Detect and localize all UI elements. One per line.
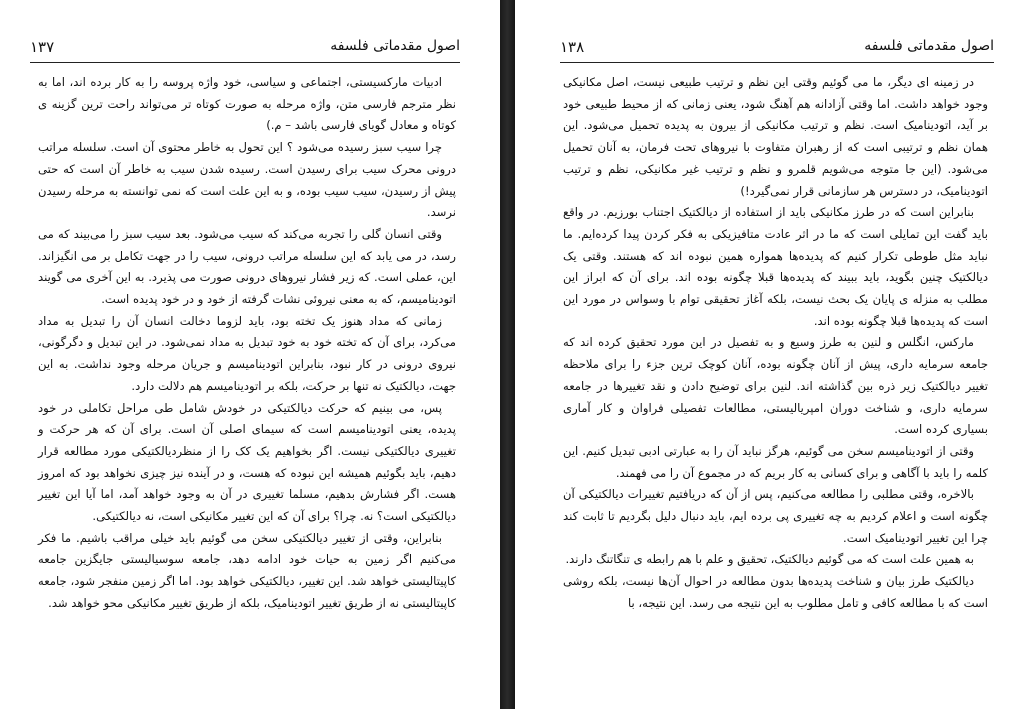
- paragraph: بالاخره، وقتی مطلبی را مطالعه می‌کنیم، پس از آن که دریافتیم تغییرات دیالکتیکی آن چگونه است و اعلام کردیم به چه تغییری پی برده ایم، باید دنبال دلیل بگردیم تا ثابت کند چرا این تغییر اتودینامیک است.: [563, 487, 988, 545]
- paragraph: در زمینه ای دیگر، ما می گوئیم وقتی این نظم و ترتیب طبیعی نیست، اصل مکانیکی وجود خواهد داشت. اما وقتی آزادانه هم آهنگ شود، یعنی زمانی که از محیط طبیعی خود بر آید، اتودینامیک است. نظم و ترتیب مکانیکی از بیرون به پدیده تحمیل می‌شود. این همان نظم و ترتیبی است که از رهبران متفاوت با نیروهای تحت فرمان، به آنان تحمیل می‌شود. (این جا متوجه می‌شویم قلمرو و نظم و ترتیب غیر مکانیکی، نظم و ترتیب اتودینامیک، در دسترس هر سازمانی قرار نمی‌گیرد!): [563, 75, 988, 198]
- left-page-body: [38, 72, 456, 615]
- left-running-title: اصول مقدماتی فلسفه: [330, 38, 460, 54]
- paragraph: چرا سیب سبز رسیده می‌شود ؟ این تحول به خاطر محتوی آن است. سلسله مراتب درونی محرک سیب برای رسیدن است. رسیده شدن سیب به خاطر آن است که حتی پیش از رسیدن، سیب سیب بوده، و به این علت است که نمی توانسته به مرحله رسیدن نرسد.: [38, 140, 456, 220]
- left-page-number: ۱۳۷: [30, 38, 55, 56]
- paragraph: بنابراین است که در طرز مکانیکی باید از استفاده از دیالکتیک اجتناب بورزیم. در واقع باید گفت این تمایلی است که ما در اثر عادت متافیزیکی به فکر کردن پیدا کرده‌ایم. ما نباید مثل طوطی تکرار کنیم که پدیده‌ها همواره همین نبوده اند که هستند. وقتی یک دیالکتیک چنین بگوید، باید ببیند که پدیده‌ها قبلا چگونه بوده اند. برای آن که ابراز این مطلب به منزله ی پایان یک بحث نیست، بلکه آغاز تحقیقی توام با وسواس در مورد این است که پدیده‌ها قبلا چگونه بوده اند.: [563, 205, 988, 328]
- paragraph: بنابراین، وقتی از تغییر دیالکتیکی سخن می گوئیم باید خیلی مراقب باشیم. ما فکر می‌کنیم اگر زمین به حیات خود ادامه دهد، جامعه سوسیالیستی جایگزین جامعه کاپیتالیستی خواهد شد. این تغییر، دیالکتیکی خواهد بود. اما اگر زمین منفجر شود، جامعه کاپیتالیستی نه از طریق تغییر اتودینامیک، بلکه از طریق تغییر مکانیکی محو خواهد شد.: [38, 530, 456, 610]
- paragraph: وقتی از اتودینامیسم سخن می گوئیم، هرگز نباید آن را به عبارتی ادبی تبدیل کنیم. این کلمه را باید با آگاهی و برای کسانی به کار بریم که در مجموع آن را می فهمند.: [563, 443, 988, 480]
- paragraph: پس، می بینیم که حرکت دیالکتیکی در خودش شامل طی مراحل تکاملی در خود پدیده، یعنی اتودینامیسم است که سیمای اصلی آن است. برای آن که هر حرکت و تغییری دیالکتیکی نیست. اگر بخواهیم یک کک را از منظردیالکتیکی مورد مطالعه قرار دهیم، باید بگوئیم همیشه این نبوده که هست، و در آینده نیز چیزی نخواهد بود که امروز هست. اگر فشارش بدهیم، مسلما تغییری در آن به وجود خواهد آمد، اما آیا این تغییر دیالکتیکی است؟ نه. چرا؟ برای آن که این تغییر مکانیکی است، نه دیالکتیکی.: [38, 400, 456, 524]
- right-running-title: اصول مقدماتی فلسفه: [864, 38, 994, 54]
- paragraph: ادبیات مارکسیستی، اجتماعی و سیاسی، خود واژه پروسه را به کار برده اند، اما به نظر مترجم فارسی متن، واژه مرحله به صورت کوتاه تر می‌تواند راحت ترین گزینه ی کوتاه و معادل گویای فارسی باشد – م.): [38, 75, 456, 133]
- right-page-body: [563, 72, 988, 615]
- paragraph: به همین علت است که می گوئیم دیالکتیک، تحقیق و علم با هم رابطه ی تنگاتنگ دارند.: [565, 552, 974, 567]
- right-page-header: [560, 38, 994, 60]
- paragraph: دیالکتیک طرز بیان و شناخت پدیده‌ها بدون مطالعه در احوال آن‌ها نیست، بلکه روشی است که با مطالعه کافی و تامل مطلوب به این نتیجه می رسد. این نتیجه، با: [563, 574, 988, 610]
- left-header-rule: [30, 62, 460, 63]
- book-gutter: [500, 0, 515, 709]
- right-page-number: ۱۳۸: [560, 38, 585, 56]
- right-page: [515, 0, 1024, 709]
- paragraph: مارکس، انگلس و لنین به طرز وسیع و به تفصیل در این مورد تحقیق کرده اند که جامعه سرمایه داری، پیش از آنان چگونه بوده، آنان کوچک ترین جزء را برای ملاحظه تغییر دیالکتیک زیر ذره بین گذاشته اند. لنین برای توضیح دادن و نقد تغییرها در جامعه سرمایه داری، و شناخت دوران امپریالیستی، مطالعات تفصیلی فراوان و کار آماری بسیاری کرده است.: [563, 335, 988, 437]
- left-page-header: [30, 38, 460, 60]
- right-header-rule: [560, 62, 994, 63]
- left-page: [0, 0, 500, 709]
- paragraph: زمانی که مداد هنوز یک تخته بود، باید لزوما دخالت انسان آن را تبدیل به مداد می‌کرد، برای آن که تخته خود به خود تبدیل به مداد نمی‌شود. در این تبدیل و دگرگونی، نیروی درونی در کار نبود، بنابراین اتودینامیسم و جریان مرحله وجود نداشت. به این جهت، دیالکتیک نه تنها بر حرکت، بلکه بر اتودینامیسم هم دلالت دارد.: [38, 313, 456, 393]
- paragraph: وقتی انسان گلی را تجربه می‌کند که سیب می‌شود. بعد سیب سبز را می‌بیند که می رسد، در می یابد که این سلسله مراتب درونی، سیب را در جهت تکامل بر می انگیزاند. این، عملی است. که زیر فشار نیروهای درونی صورت می پذیرد. به این آخری می گویند اتودینامیسم، که به معنی نیروئی نشات گرفته از خود و در خود پدیده است.: [38, 226, 456, 307]
